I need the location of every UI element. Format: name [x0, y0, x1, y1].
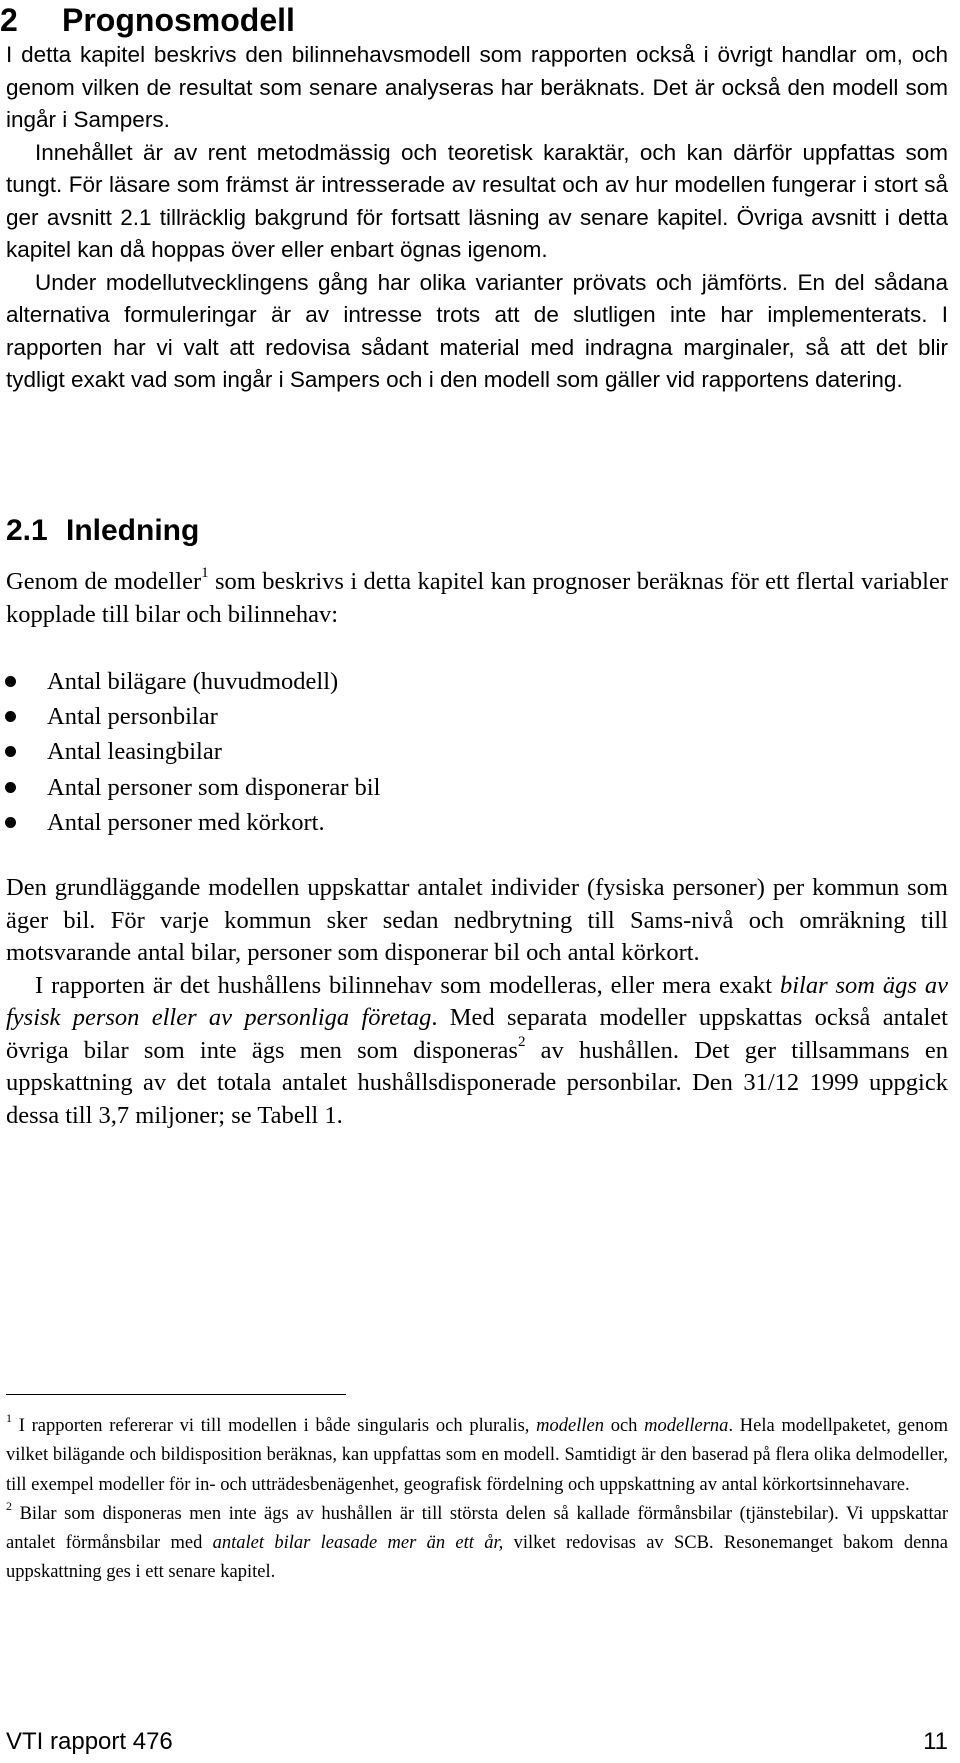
intro-text: [6, 39, 948, 397]
section-number: 2.1: [6, 514, 48, 547]
basic-model-paragraph: Den grundläggande modellen uppskattar antalet individer (fysiska personer) per kommun som äger bil. För varje kommun sker sedan nedbrytning till Sams-nivå och omräkning till motsvarande antal bilar, personer som disponerar bil och antal körkort.: [6, 874, 948, 966]
list-item: Antal personer som disponerar bil: [0, 770, 380, 805]
intro-paragraph-2: Innehållet är av rent metodmässig och teoretisk karaktär, och kan därför uppfattas som tungt. För läsare som främst är intresserade av resultat och av hur modellen fungerar i stort så ger avsnitt 2.1 tillräcklig bakgrund för fortsatt läsning av senare kapitel. Övriga avsnitt i detta kapitel kan då hoppas över eller enbart ögnas igenom.: [6, 139, 948, 262]
bullet-icon: [5, 676, 16, 687]
footnote-mark: 1: [6, 1411, 12, 1425]
chapter-heading: [0, 2, 295, 38]
footer-report-name: VTI rapport 476: [6, 1728, 173, 1755]
lead-text-b: som beskrivs i detta kapitel kan prognoser beräknas för ett flertal variabler kopplade till bilar och bilinnehav:: [6, 568, 948, 628]
list-item: Antal personer med körkort.: [0, 805, 380, 840]
emphasis-text: bilar som ägs av fysisk person eller av personliga företag: [6, 971, 948, 1031]
list-item: Antal bilägare (huvudmodell): [0, 664, 380, 699]
variable-list: [0, 664, 380, 840]
chapter-title: Prognosmodell: [62, 2, 295, 38]
section-heading: [6, 514, 199, 548]
body-text: [6, 872, 948, 1132]
footnote-2: $^2$ Bilar som disponeras men inte ägs av hushållen är till största delen så kallade förmånsbilar (tjänstebilar). Vi uppskattar antalet förmånsbilar med antalet bilar leasade mer än ett år, vilket redovisas av SCB. Resonemanget bakom denna uppskattning ges i ett senare kapitel.: [6, 1498, 948, 1583]
lead-text-a: Genom de modeller: [6, 568, 202, 595]
footnote-1: $^1$ I rapporten refererar vi till modellen i både singularis och pluralis, modellen och modellerna. Hela modellpaketet, genom vilket bilägande och bildisposition beräknas, kan uppfattas som en modell. Samtidigt är den baserad på flera olika delmodeller, till exempel modeller för in- och utträdesbenägenhet, geografisk fördelning och uppskattning av antal körkortsinnehavare.: [6, 1411, 948, 1495]
page-number: 11: [923, 1728, 948, 1755]
list-item: Antal personbilar: [0, 699, 380, 734]
bullet-icon: [5, 817, 16, 828]
footnotes: [6, 1412, 948, 1588]
report-paragraph: I rapporten är det hushållens bilinnehav som modelleras, eller mera exakt bilar som ägs av fysisk person eller av personliga företag. Med separata modeller uppskattas också antalet övriga bilar som inte ägs men som disponeras$^2$ av hushållen. Det ger tillsammans en uppskattning av det totala antalet hushållsdisponerade personbilar. Den 31/12 1999 uppgick dessa till 3,7 miljoner; se Tabell 1.: [6, 971, 949, 1129]
bullet-icon: [5, 711, 16, 722]
section-lead: [6, 566, 948, 631]
bullet-icon: [5, 746, 16, 757]
section-lead-paragraph: [6, 566, 948, 631]
intro-paragraph-3: Under modellutvecklingens gång har olika varianter prövats och jämförts. En del sådana alternativa formuleringar är av intresse trots att de slutligen inte har implementerats. I rapporten har vi valt att redovisa sådant material med indragna marginaler, så att det blir tydligt exakt vad som ingår i Sampers och i den modell som gäller vid rapportens datering.: [6, 269, 948, 392]
chapter-number: 2: [0, 2, 18, 38]
footnote-mark: 2: [6, 1498, 12, 1513]
bullet-icon: [5, 782, 16, 793]
footnote-ref-2[interactable]: 2: [517, 1033, 526, 1050]
intro-paragraph-1: I detta kapitel beskrivs den bilinnehavsmodell som rapporten också i övrigt handlar om, och genom vilken de resultat som senare analyseras har beräknats. Det är också den modell som ingår i Sampers.: [6, 42, 948, 132]
footnote-ref-1[interactable]: 1: [201, 565, 209, 581]
footnote-divider: [6, 1394, 346, 1395]
section-title: Inledning: [66, 514, 200, 547]
list-item: Antal leasingbilar: [0, 734, 380, 769]
